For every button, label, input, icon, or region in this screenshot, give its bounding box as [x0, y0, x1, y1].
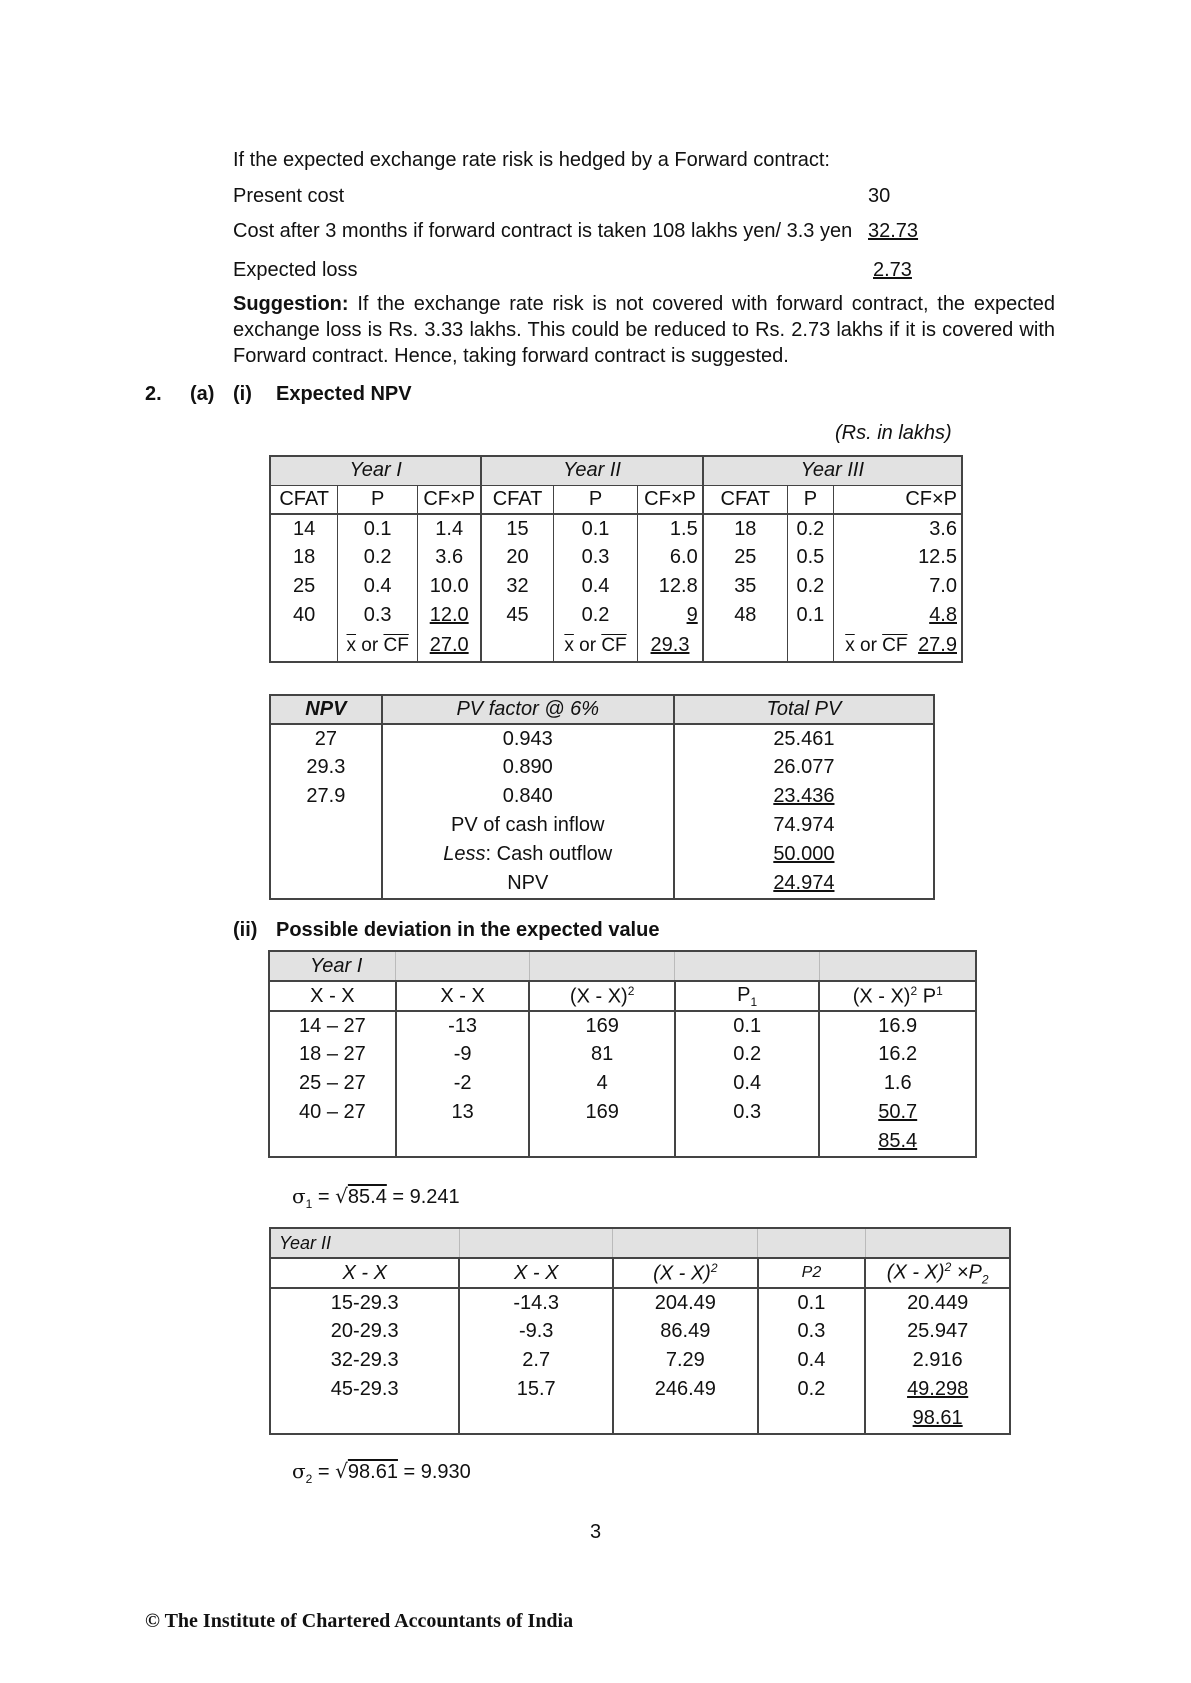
cell: 35 [703, 572, 788, 601]
cell: 3.6 [417, 543, 481, 572]
cell: 1.5 [638, 514, 703, 543]
cell: 0.3 [338, 601, 418, 630]
cell: 0.2 [787, 572, 833, 601]
cell: 20 [481, 543, 553, 572]
footer-copyright: © The Institute of Chartered Accountants of India [145, 1610, 574, 1632]
empty-cell [529, 1127, 675, 1157]
col-header-cfat: CFAT [270, 485, 338, 514]
cell: 29.3 [270, 753, 382, 782]
cell: 0.3 [675, 1098, 820, 1127]
empty-cell [819, 951, 976, 981]
suggestion-paragraph [233, 291, 1055, 369]
cell: 40 – 27 [269, 1098, 396, 1127]
suggestion-text: If the exchange rate risk is not covered with forward contract, the expected exchange loss is Rs. 3.33 lakhs. This could be reduced to Rs. 2.73 lakhs if it is covered with Forward contract. Hence, taking forward contract is suggested. [233, 293, 1055, 367]
col-header-deviation: X - X [269, 981, 396, 1011]
cell: 2.7 [459, 1346, 613, 1375]
col-header-p: P [553, 485, 638, 514]
expected-value-label: $\overline{x}$ or $\overline{CF}$ [338, 630, 418, 662]
cell: 45 [481, 601, 553, 630]
cell: 12.5 [918, 546, 957, 568]
cell: 169 [529, 1098, 675, 1127]
year-1-label: Year I [269, 951, 396, 981]
cell: 25 – 27 [269, 1069, 396, 1098]
question-subpart: (ii) [233, 919, 258, 941]
cell: 0.2 [675, 1040, 820, 1069]
empty-cell [613, 1228, 758, 1258]
col-header-cfat: CFAT [481, 485, 553, 514]
cell: 13 [396, 1098, 530, 1127]
year-2-total: 29.3 [638, 630, 703, 662]
cell: 0.1 [758, 1288, 866, 1317]
cell: 81 [529, 1040, 675, 1069]
cash-outflow-value: 50.000 [773, 843, 835, 865]
cell: 0.2 [787, 514, 833, 543]
empty-cell [270, 1404, 459, 1434]
cell: 12.8 [638, 572, 703, 601]
present-cost-label: Present cost [233, 185, 345, 207]
cell: 0.2 [553, 601, 638, 630]
year-1-total: 27.0 [417, 630, 481, 662]
cell: 23.436 [773, 785, 835, 807]
empty-cell [396, 951, 530, 981]
cash-flow-table [269, 455, 963, 663]
cell: -2 [396, 1069, 530, 1098]
cell: 0.1 [553, 514, 638, 543]
page-number: 3 [590, 1521, 602, 1543]
col-header-deviation: X - X [270, 1258, 459, 1288]
empty-cell [270, 811, 382, 840]
npv-value: 24.974 [773, 872, 835, 894]
col-header-p: P [787, 485, 833, 514]
sigma-1-formula: $\sigma_1 = √85.4 = 9.241$ [292, 1184, 460, 1211]
cell: 25.947 [907, 1320, 969, 1342]
cell: 18 – 27 [269, 1040, 396, 1069]
cell: 32-29.3 [270, 1346, 459, 1375]
cell: 0.890 [382, 753, 674, 782]
year-3-total: $\overline{x}$ or $\overline{CF}$ 27.9 [845, 634, 957, 656]
cell: 0.3 [553, 543, 638, 572]
cell-value: 4.8 [929, 604, 957, 626]
cell: 25 [270, 572, 338, 601]
cell: 18 [270, 543, 338, 572]
empty-cell [758, 1228, 866, 1258]
col-header-squared: (X - X)$^2$ [529, 981, 675, 1011]
cell: 15-29.3 [270, 1288, 459, 1317]
cell: -9 [396, 1040, 530, 1069]
present-cost-value: 30 [868, 185, 891, 207]
npv-col-header: NPV [270, 695, 382, 724]
cell: 20.449 [907, 1291, 969, 1314]
cell: 49.298 [907, 1378, 969, 1400]
cell: 40 [270, 601, 338, 630]
cell: 14 [270, 514, 338, 543]
cell: 7.0 [929, 575, 957, 597]
cell: -13 [396, 1011, 530, 1040]
cell: 18 [703, 514, 788, 543]
forward-cost-label: Cost after 3 months if forward contract is taken 108 lakhs yen/ 3.3 yen [233, 220, 853, 242]
year-2-variance-total: 98.61 [912, 1407, 963, 1429]
col-header-cfxp: CF×P [417, 485, 481, 514]
npv-label: NPV [382, 869, 674, 899]
expected-loss-label: Expected loss [233, 259, 358, 281]
expected-value-label: $\overline{x}$ or $\overline{CF}$ [553, 630, 638, 662]
cell: 0.1 [675, 1011, 820, 1040]
cell: 0.943 [382, 724, 674, 753]
cell: 27 [270, 724, 382, 753]
empty-cell [270, 630, 338, 662]
empty-cell [703, 630, 788, 662]
cell-value: 12.0 [429, 604, 469, 626]
year-3-header: Year III [703, 456, 962, 485]
col-header-p: P [338, 485, 418, 514]
cell: 15 [481, 514, 553, 543]
question-subpart: (i) [233, 383, 252, 405]
empty-cell [758, 1404, 866, 1434]
sigma-2-formula: $\sigma_2 = √98.61 = 9.930$ [292, 1459, 471, 1486]
empty-cell [270, 840, 382, 869]
cell: 25.461 [773, 727, 835, 750]
year-2-label: Year II [270, 1228, 459, 1258]
cell: 7.29 [613, 1346, 758, 1375]
pv-factor-col-header: PV factor @ 6% [382, 695, 674, 724]
col-header-probability: $P_1$ [675, 981, 820, 1011]
cell: -9.3 [459, 1317, 613, 1346]
col-header-cfxp: CF×P [905, 487, 957, 510]
hedge-intro: If the expected exchange rate risk is hedged by a Forward contract: [233, 149, 830, 171]
cell: 86.49 [613, 1317, 758, 1346]
cell: 2.916 [912, 1349, 963, 1371]
cell [638, 601, 703, 630]
col-header-cfxp: CF×P [638, 485, 703, 514]
cell: 0.2 [338, 543, 418, 572]
npv-table [269, 694, 935, 900]
col-header-deviation-value: X - X [459, 1258, 613, 1288]
cell: 1.4 [417, 514, 481, 543]
empty-cell [270, 869, 382, 899]
year-1-header: Year I [270, 456, 481, 485]
cell: 27.9 [270, 782, 382, 811]
cell: 32 [481, 572, 553, 601]
empty-cell [675, 951, 820, 981]
question-part: (a) [190, 383, 215, 405]
col-header-squared: (X - X)$^2$ [613, 1258, 758, 1288]
cell: 6.0 [638, 543, 703, 572]
cell: 15.7 [459, 1375, 613, 1404]
year-2-header: Year II [481, 456, 702, 485]
cell: 0.4 [553, 572, 638, 601]
empty-cell [865, 1228, 1010, 1258]
cell: 0.3 [758, 1317, 866, 1346]
cell: 50.7 [878, 1101, 918, 1123]
year-1-deviation-table [268, 950, 977, 1158]
cell: 0.4 [675, 1069, 820, 1098]
cell: 204.49 [613, 1288, 758, 1317]
cell: 4 [529, 1069, 675, 1098]
col-header-deviation-value: X - X [396, 981, 530, 1011]
forward-cost-value: 32.73 [868, 220, 919, 242]
cell: 1.6 [883, 1072, 912, 1094]
empty-cell [481, 630, 553, 662]
total-pv-col-header: Total PV [674, 695, 934, 724]
empty-cell [675, 1127, 820, 1157]
cell: 0.4 [338, 572, 418, 601]
year-2-deviation-table [269, 1227, 1011, 1435]
empty-cell [396, 1127, 530, 1157]
cell [417, 601, 481, 630]
cell: 0.2 [758, 1375, 866, 1404]
cell: 25 [703, 543, 788, 572]
cell: -14.3 [459, 1288, 613, 1317]
cell-value: 9 [686, 604, 698, 626]
cell: 169 [529, 1011, 675, 1040]
cell: 10.0 [417, 572, 481, 601]
cell: 3.6 [929, 517, 957, 540]
cell: 14 – 27 [269, 1011, 396, 1040]
cell: 246.49 [613, 1375, 758, 1404]
col-header-weighted: $(X - X)^2 \times P_2$ [886, 1259, 989, 1287]
pv-inflow-label: PV of cash inflow [382, 811, 674, 840]
cell: 0.5 [787, 543, 833, 572]
cell: 16.9 [878, 1014, 918, 1037]
section-title-expected-npv: Expected NPV [276, 383, 412, 405]
cell: 26.077 [773, 756, 835, 778]
cell: 0.1 [787, 601, 833, 630]
empty-cell [529, 951, 675, 981]
cell: 16.2 [878, 1043, 918, 1065]
pv-inflow-value: 74.974 [773, 814, 835, 836]
empty-cell [613, 1404, 758, 1434]
expected-loss-value: 2.73 [873, 259, 912, 281]
cell: 0.4 [758, 1346, 866, 1375]
cell: 48 [703, 601, 788, 630]
cell: 45-29.3 [270, 1375, 459, 1404]
empty-cell [459, 1228, 613, 1258]
col-header-weighted: (X - X)$^2$ $P^1$ [852, 983, 943, 1008]
cell: 20-29.3 [270, 1317, 459, 1346]
section-title-deviation: Possible deviation in the expected value [276, 919, 660, 941]
units-note: (Rs. in lakhs) [835, 422, 952, 444]
empty-cell [787, 630, 833, 662]
col-header-probability: P2 [758, 1258, 866, 1288]
question-number: 2. [145, 383, 162, 405]
cell: 0.840 [382, 782, 674, 811]
cash-outflow-label: Less: Cash outflow [382, 840, 674, 869]
empty-cell [459, 1404, 613, 1434]
cell [833, 601, 962, 630]
suggestion-label: Suggestion: [233, 293, 349, 315]
col-header-cfat: CFAT [703, 485, 788, 514]
year-1-variance-total: 85.4 [878, 1130, 918, 1152]
cell: 0.1 [338, 514, 418, 543]
empty-cell [269, 1127, 396, 1157]
